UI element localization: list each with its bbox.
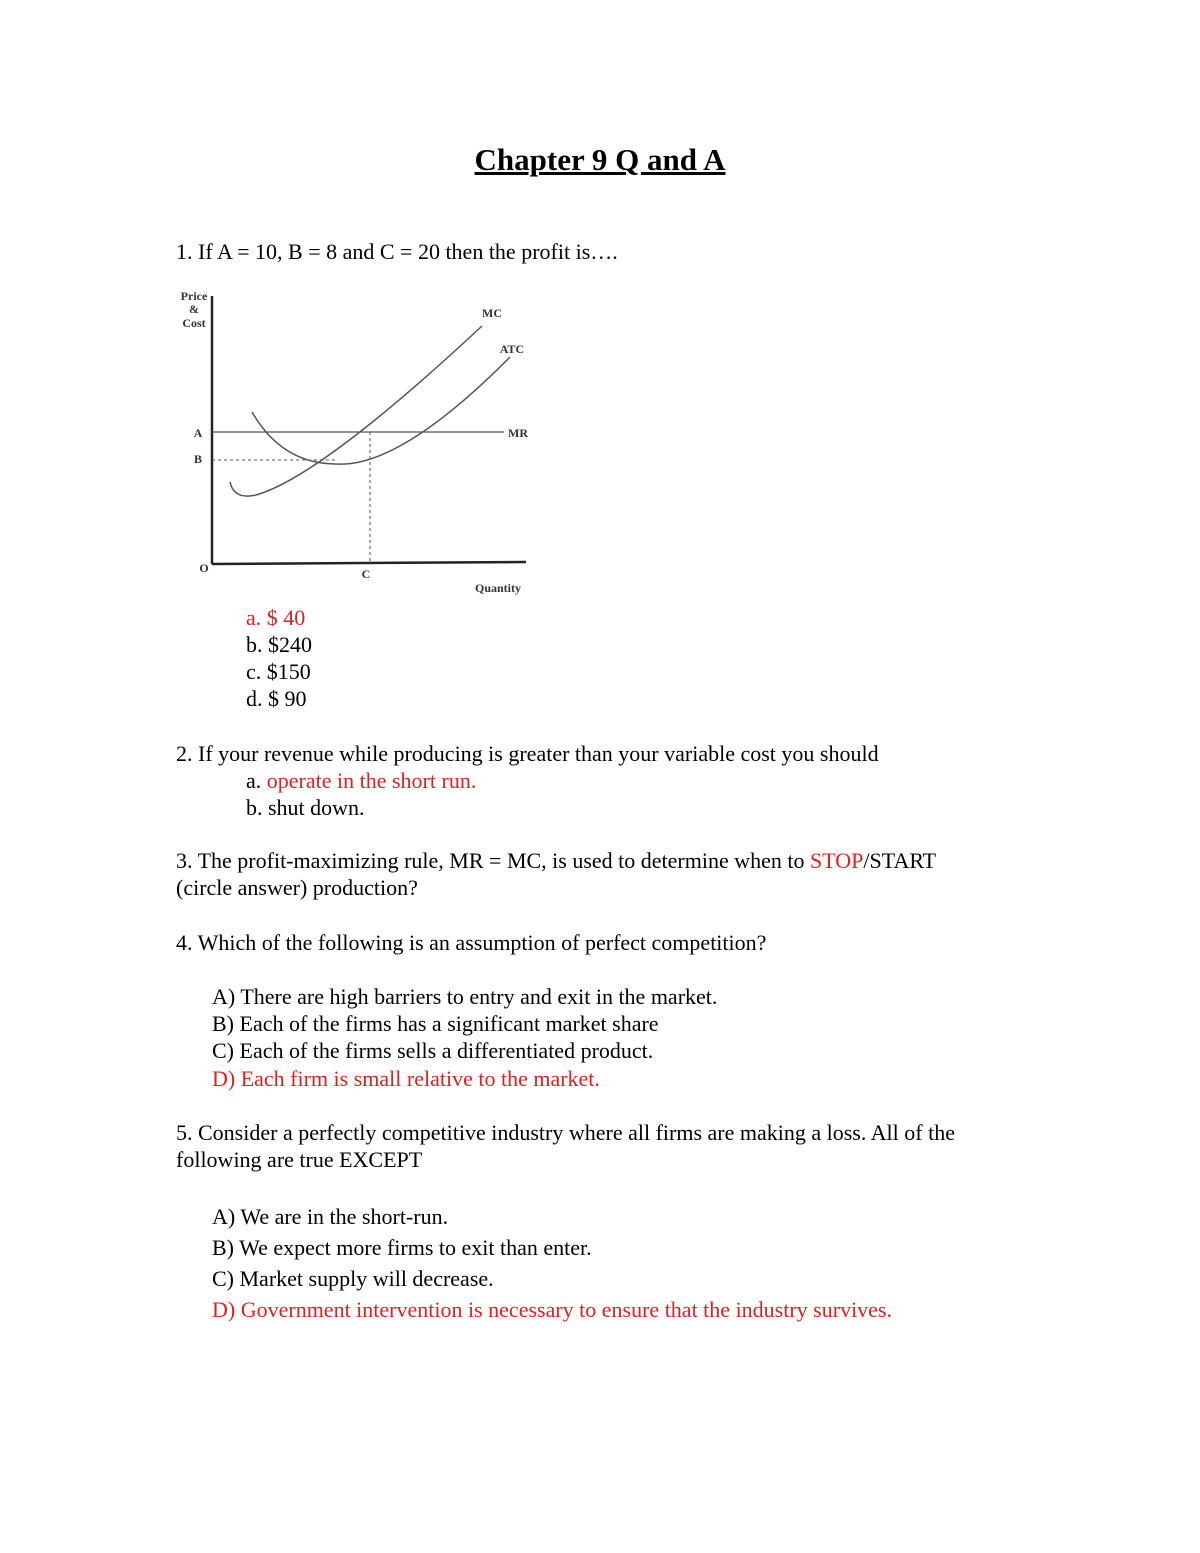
y-tick-label-b: B — [193, 452, 203, 466]
question-3-line-2: (circle answer) production? — [176, 875, 418, 900]
q5-option-d: D) Government intervention is necessary to ensure that the industry survives. — [212, 1297, 893, 1322]
origin-label: O — [199, 561, 209, 575]
q1-option-a: a. $ 40 — [246, 605, 306, 630]
q4-option-b: B) Each of the firms has a significant market share — [212, 1011, 659, 1036]
question-4-text: 4. Which of the following is an assumption of perfect competition? — [176, 930, 767, 955]
question-5-line-1: 5. Consider a perfectly competitive industry where all firms are making a loss. All of the — [176, 1120, 955, 1145]
q2-option-a-answer: operate in the short run. — [266, 768, 477, 793]
mc-curve — [230, 326, 482, 496]
question-5-line-2: following are true EXCEPT — [176, 1147, 423, 1172]
atc-curve — [252, 357, 510, 464]
q4-option-d: D) Each firm is small relative to the market. — [212, 1066, 600, 1091]
q5-option-a: A) We are in the short-run. — [212, 1204, 449, 1229]
x-tick-label-c: C — [361, 567, 371, 581]
y-axis-label-line-2: & — [189, 302, 199, 316]
mr-label: MR — [508, 426, 528, 440]
q5-option-b: B) We expect more firms to exit than enter. — [212, 1235, 592, 1260]
q2-option-b: b. shut down. — [246, 795, 365, 820]
x-axis-label: Quantity — [474, 581, 522, 595]
q3-answer: STOP — [810, 848, 864, 873]
q1-option-c: c. $150 — [246, 659, 311, 684]
question-2-text: 2. If your revenue while producing is greater than your variable cost you should — [176, 741, 879, 766]
page-title: Chapter 9 Q and A — [474, 142, 726, 177]
y-axis-label-line-3: Cost — [182, 316, 206, 330]
q4-option-a: A) There are high barriers to entry and exit in the market. — [212, 984, 718, 1009]
q2-option-a — [246, 767, 476, 794]
cost-curve-graph — [170, 282, 550, 602]
question-1-text: 1. If A = 10, B = 8 and C = 20 then the profit is…. — [176, 239, 618, 264]
q5-option-c: C) Market supply will decrease. — [212, 1266, 494, 1291]
question-3-text — [176, 847, 936, 874]
q1-option-d: d. $ 90 — [246, 686, 307, 711]
q1-option-b: b. $240 — [246, 632, 312, 657]
q3-after: /START — [863, 848, 937, 873]
y-tick-label-a: A — [193, 426, 203, 440]
x-axis — [212, 562, 526, 564]
q4-option-c: C) Each of the firms sells a differentiated product. — [212, 1038, 654, 1063]
mc-label: MC — [482, 306, 502, 320]
atc-label: ATC — [499, 342, 525, 356]
q2-option-a-prefix: a. — [246, 768, 267, 793]
y-axis-label-line-1: Price — [180, 289, 208, 303]
q3-before: 3. The profit-maximizing rule, MR = MC, is used to determine when to — [176, 848, 811, 873]
